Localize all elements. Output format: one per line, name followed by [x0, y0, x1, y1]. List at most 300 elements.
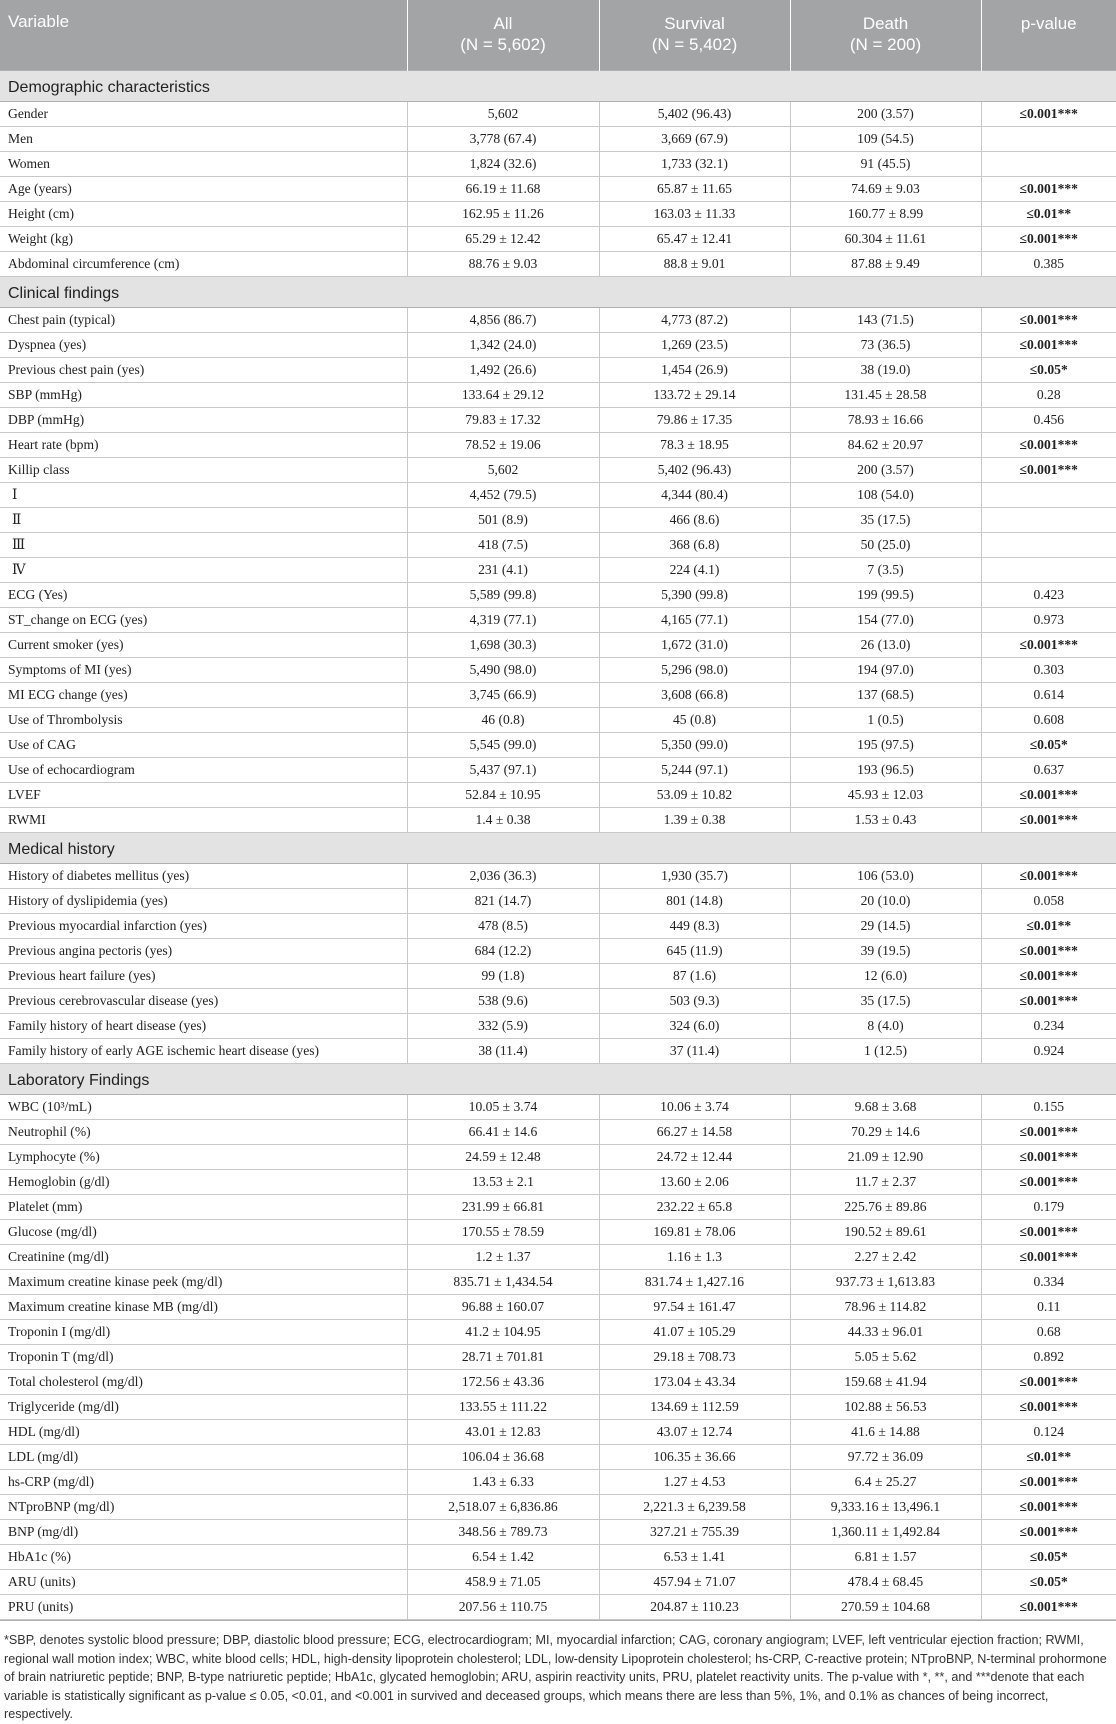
cell-variable: Lymphocyte (%) [0, 1145, 407, 1170]
cell-survival: 65.47 ± 12.41 [599, 227, 790, 252]
cell-all: 1,824 (32.6) [407, 152, 599, 177]
cell-death: 1 (12.5) [790, 1039, 981, 1064]
table-row [0, 683, 1116, 708]
cell-pvalue: ≤0.001*** [981, 1520, 1116, 1545]
cell-all: 5,602 [407, 102, 599, 127]
cell-variable: HDL (mg/dl) [0, 1420, 407, 1445]
table-row [0, 1395, 1116, 1420]
cell-pvalue: ≤0.001*** [981, 964, 1116, 989]
table-row [0, 1120, 1116, 1145]
cell-death: 190.52 ± 89.61 [790, 1220, 981, 1245]
cell-pvalue: ≤0.05* [981, 358, 1116, 383]
cell-all: 88.76 ± 9.03 [407, 252, 599, 277]
cell-all: 418 (7.5) [407, 533, 599, 558]
cell-variable: Platelet (mm) [0, 1195, 407, 1220]
cell-all: 5,437 (97.1) [407, 758, 599, 783]
cell-pvalue: 0.614 [981, 683, 1116, 708]
cell-death: 97.72 ± 36.09 [790, 1445, 981, 1470]
cell-survival: 1.16 ± 1.3 [599, 1245, 790, 1270]
cell-survival: 1,930 (35.7) [599, 864, 790, 889]
cell-pvalue: ≤0.001*** [981, 433, 1116, 458]
cell-all: 684 (12.2) [407, 939, 599, 964]
cell-variable: Neutrophil (%) [0, 1120, 407, 1145]
cell-death: 7 (3.5) [790, 558, 981, 583]
table-row [0, 227, 1116, 252]
cell-variable: Family history of heart disease (yes) [0, 1014, 407, 1039]
cell-all: 79.83 ± 17.32 [407, 408, 599, 433]
cell-survival: 204.87 ± 110.23 [599, 1595, 790, 1620]
table-row [0, 308, 1116, 333]
table-row [0, 1320, 1116, 1345]
cell-survival: 1,269 (23.5) [599, 333, 790, 358]
cell-death: 200 (3.57) [790, 102, 981, 127]
cell-all: 835.71 ± 1,434.54 [407, 1270, 599, 1295]
cell-all: 478 (8.5) [407, 914, 599, 939]
cell-all: 38 (11.4) [407, 1039, 599, 1064]
table-row [0, 608, 1116, 633]
cell-all: 6.54 ± 1.42 [407, 1545, 599, 1570]
cell-pvalue [981, 152, 1116, 177]
cell-pvalue: ≤0.001*** [981, 864, 1116, 889]
table-row [0, 1445, 1116, 1470]
cell-pvalue [981, 508, 1116, 533]
cell-death: 38 (19.0) [790, 358, 981, 383]
cell-all: 13.53 ± 2.1 [407, 1170, 599, 1195]
table-row [0, 989, 1116, 1014]
table-row [0, 1039, 1116, 1064]
cell-variable: SBP (mmHg) [0, 383, 407, 408]
cell-pvalue: 0.303 [981, 658, 1116, 683]
cell-all: 10.05 ± 3.74 [407, 1095, 599, 1120]
cell-death: 78.96 ± 114.82 [790, 1295, 981, 1320]
cell-all: 46 (0.8) [407, 708, 599, 733]
cell-variable: Ⅱ [0, 508, 407, 533]
table-row [0, 252, 1116, 277]
cell-death: 137 (68.5) [790, 683, 981, 708]
cell-survival: 106.35 ± 36.66 [599, 1445, 790, 1470]
cell-variable: MI ECG change (yes) [0, 683, 407, 708]
cell-variable: Dyspnea (yes) [0, 333, 407, 358]
section-row [0, 833, 1116, 864]
table-footnote: *SBP, denotes systolic blood pressure; DBP, diastolic blood pressure; ECG, electrocardiogram; MI, myocardial infarction; CAG, coronary angiogram; LVEF, left ventricular ejection fraction; RWMI, regional wall motion index; WBC, white blood cells; HDL, high-density lipoprotein cholesterol; LDL, low-density Lipoprotein cholesterol; hs-CRP, C-reactive protein; NTproBNP, N-terminal prohormone of brain natriuretic peptide; BNP, B-type natriuretic peptide; HbA1c, glycated hemoglobin; ARU, aspirin reactivity units, PRU, platelet reactivity units. The p-value with *, **, and ***denote that each variable is statistically significant as p-value ≤ 0.05, <0.01, and <0.001 in survived and deceased groups, which means there are less than 5%, 1%, and 0.1% as chances of being incorrect, respectively. [0, 1620, 1116, 1724]
header-death-label: Death [862, 14, 909, 33]
cell-death: 108 (54.0) [790, 483, 981, 508]
table-row [0, 1345, 1116, 1370]
cell-survival: 2,221.3 ± 6,239.58 [599, 1495, 790, 1520]
cell-variable: Use of echocardiogram [0, 758, 407, 783]
cell-survival: 224 (4.1) [599, 558, 790, 583]
cell-death: 195 (97.5) [790, 733, 981, 758]
table-row [0, 733, 1116, 758]
cell-death: 937.73 ± 1,613.83 [790, 1270, 981, 1295]
cell-all: 1.43 ± 6.33 [407, 1470, 599, 1495]
cell-pvalue: ≤0.001*** [981, 783, 1116, 808]
cell-pvalue: ≤0.001*** [981, 989, 1116, 1014]
cell-death: 6.81 ± 1.57 [790, 1545, 981, 1570]
cell-all: 133.55 ± 111.22 [407, 1395, 599, 1420]
table-body [0, 71, 1116, 1620]
cell-survival: 37 (11.4) [599, 1039, 790, 1064]
cell-pvalue: ≤0.001*** [981, 1145, 1116, 1170]
cell-pvalue: ≤0.01** [981, 1445, 1116, 1470]
header-variable: Variable [0, 0, 407, 71]
cell-variable: Symptoms of MI (yes) [0, 658, 407, 683]
cell-pvalue: 0.385 [981, 252, 1116, 277]
cell-pvalue: 0.637 [981, 758, 1116, 783]
cell-death: 91 (45.5) [790, 152, 981, 177]
cell-survival: 173.04 ± 43.34 [599, 1370, 790, 1395]
table-row [0, 1095, 1116, 1120]
cell-death: 225.76 ± 89.86 [790, 1195, 981, 1220]
cell-death: 131.45 ± 28.58 [790, 383, 981, 408]
cell-all: 172.56 ± 43.36 [407, 1370, 599, 1395]
cell-death: 270.59 ± 104.68 [790, 1595, 981, 1620]
cell-pvalue: ≤0.001*** [981, 308, 1116, 333]
cell-pvalue: 0.334 [981, 1270, 1116, 1295]
cell-all: 4,856 (86.7) [407, 308, 599, 333]
cell-variable: Total cholesterol (mg/dl) [0, 1370, 407, 1395]
table-row [0, 458, 1116, 483]
section-title: Laboratory Findings [0, 1064, 1116, 1095]
cell-death: 39 (19.5) [790, 939, 981, 964]
cell-variable: Killip class [0, 458, 407, 483]
cell-variable: PRU (units) [0, 1595, 407, 1620]
table-row [0, 358, 1116, 383]
cell-pvalue: ≤0.001*** [981, 1470, 1116, 1495]
cell-all: 332 (5.9) [407, 1014, 599, 1039]
table-row [0, 864, 1116, 889]
cell-variable: Maximum creatine kinase peek (mg/dl) [0, 1270, 407, 1295]
cell-death: 60.304 ± 11.61 [790, 227, 981, 252]
cell-variable: Troponin T (mg/dl) [0, 1345, 407, 1370]
cell-death: 102.88 ± 56.53 [790, 1395, 981, 1420]
cell-survival: 5,350 (99.0) [599, 733, 790, 758]
cell-survival: 327.21 ± 755.39 [599, 1520, 790, 1545]
cell-all: 162.95 ± 11.26 [407, 202, 599, 227]
cell-survival: 324 (6.0) [599, 1014, 790, 1039]
cell-death: 70.29 ± 14.6 [790, 1120, 981, 1145]
table-row [0, 783, 1116, 808]
cell-pvalue: ≤0.001*** [981, 1170, 1116, 1195]
cell-death: 78.93 ± 16.66 [790, 408, 981, 433]
table-row [0, 1270, 1116, 1295]
cell-variable: Abdominal circumference (cm) [0, 252, 407, 277]
table-row [0, 1595, 1116, 1620]
cell-survival: 3,608 (66.8) [599, 683, 790, 708]
cell-pvalue: ≤0.001*** [981, 633, 1116, 658]
cell-all: 207.56 ± 110.75 [407, 1595, 599, 1620]
cell-death: 143 (71.5) [790, 308, 981, 333]
cell-variable: Weight (kg) [0, 227, 407, 252]
cell-pvalue [981, 127, 1116, 152]
cell-death: 478.4 ± 68.45 [790, 1570, 981, 1595]
cell-pvalue: ≤0.001*** [981, 102, 1116, 127]
cell-survival: 53.09 ± 10.82 [599, 783, 790, 808]
cell-survival: 13.60 ± 2.06 [599, 1170, 790, 1195]
cell-pvalue: 0.179 [981, 1195, 1116, 1220]
cell-pvalue: 0.68 [981, 1320, 1116, 1345]
section-row [0, 1064, 1116, 1095]
cell-survival: 5,402 (96.43) [599, 458, 790, 483]
cell-death: 84.62 ± 20.97 [790, 433, 981, 458]
cell-all: 3,778 (67.4) [407, 127, 599, 152]
cell-survival: 6.53 ± 1.41 [599, 1545, 790, 1570]
cell-death: 1,360.11 ± 1,492.84 [790, 1520, 981, 1545]
cell-all: 1.2 ± 1.37 [407, 1245, 599, 1270]
cell-all: 52.84 ± 10.95 [407, 783, 599, 808]
cell-death: 6.4 ± 25.27 [790, 1470, 981, 1495]
cell-death: 73 (36.5) [790, 333, 981, 358]
cell-all: 1.4 ± 0.38 [407, 808, 599, 833]
table-row [0, 152, 1116, 177]
cell-death: 11.7 ± 2.37 [790, 1170, 981, 1195]
cell-pvalue: ≤0.001*** [981, 1245, 1116, 1270]
table-row [0, 1295, 1116, 1320]
cell-pvalue: ≤0.05* [981, 1545, 1116, 1570]
cell-variable: Men [0, 127, 407, 152]
table-row [0, 1145, 1116, 1170]
cell-variable: hs-CRP (mg/dl) [0, 1470, 407, 1495]
table-header [0, 0, 1116, 71]
cell-death: 199 (99.5) [790, 583, 981, 608]
cell-survival: 4,773 (87.2) [599, 308, 790, 333]
cell-variable: RWMI [0, 808, 407, 833]
cell-variable: Ⅲ [0, 533, 407, 558]
cell-variable: ECG (Yes) [0, 583, 407, 608]
cell-all: 106.04 ± 36.68 [407, 1445, 599, 1470]
cell-survival: 45 (0.8) [599, 708, 790, 733]
cell-variable: Previous heart failure (yes) [0, 964, 407, 989]
cell-all: 538 (9.6) [407, 989, 599, 1014]
cell-death: 109 (54.5) [790, 127, 981, 152]
cell-survival: 163.03 ± 11.33 [599, 202, 790, 227]
cell-pvalue: ≤0.001*** [981, 1495, 1116, 1520]
cell-death: 20 (10.0) [790, 889, 981, 914]
cell-survival: 29.18 ± 708.73 [599, 1345, 790, 1370]
cell-variable: Creatinine (mg/dl) [0, 1245, 407, 1270]
cell-pvalue: 0.058 [981, 889, 1116, 914]
cell-all: 231 (4.1) [407, 558, 599, 583]
cell-death: 200 (3.57) [790, 458, 981, 483]
cell-variable: Previous cerebrovascular disease (yes) [0, 989, 407, 1014]
cell-death: 35 (17.5) [790, 989, 981, 1014]
cell-pvalue: ≤0.001*** [981, 808, 1116, 833]
cell-variable: Ⅳ [0, 558, 407, 583]
cell-variable: WBC (10³/mL) [0, 1095, 407, 1120]
table-row [0, 1520, 1116, 1545]
cell-death: 8 (4.0) [790, 1014, 981, 1039]
cell-survival: 1,672 (31.0) [599, 633, 790, 658]
table-row [0, 583, 1116, 608]
cell-all: 24.59 ± 12.48 [407, 1145, 599, 1170]
header-survival-n: (N = 5,402) [651, 35, 738, 54]
cell-variable: Current smoker (yes) [0, 633, 407, 658]
table-row [0, 127, 1116, 152]
header-all [407, 0, 599, 71]
cell-variable: Use of CAG [0, 733, 407, 758]
cell-death: 160.77 ± 8.99 [790, 202, 981, 227]
cell-all: 133.64 ± 29.12 [407, 383, 599, 408]
table-row [0, 533, 1116, 558]
cell-survival: 10.06 ± 3.74 [599, 1095, 790, 1120]
cell-all: 3,745 (66.9) [407, 683, 599, 708]
cell-all: 2,518.07 ± 6,836.86 [407, 1495, 599, 1520]
header-pvalue: p-value [981, 0, 1116, 71]
cell-pvalue: 0.924 [981, 1039, 1116, 1064]
cell-pvalue: ≤0.001*** [981, 227, 1116, 252]
table-row [0, 202, 1116, 227]
table-row [0, 808, 1116, 833]
cell-pvalue: 0.456 [981, 408, 1116, 433]
table-row [0, 433, 1116, 458]
cell-variable: Height (cm) [0, 202, 407, 227]
cell-variable: Women [0, 152, 407, 177]
cell-all: 5,490 (98.0) [407, 658, 599, 683]
cell-all: 1,492 (26.6) [407, 358, 599, 383]
cell-death: 1 (0.5) [790, 708, 981, 733]
cell-pvalue [981, 558, 1116, 583]
cell-variable: Previous myocardial infarction (yes) [0, 914, 407, 939]
table-row [0, 508, 1116, 533]
cell-survival: 24.72 ± 12.44 [599, 1145, 790, 1170]
table-row [0, 1170, 1116, 1195]
cell-death: 194 (97.0) [790, 658, 981, 683]
header-all-label: All [493, 14, 513, 33]
cell-pvalue: 0.423 [981, 583, 1116, 608]
table-row [0, 889, 1116, 914]
cell-pvalue: ≤0.01** [981, 914, 1116, 939]
cell-survival: 79.86 ± 17.35 [599, 408, 790, 433]
cell-survival: 1.27 ± 4.53 [599, 1470, 790, 1495]
cell-variable: Hemoglobin (g/dl) [0, 1170, 407, 1195]
cell-all: 458.9 ± 71.05 [407, 1570, 599, 1595]
table-row [0, 708, 1116, 733]
cell-all: 28.71 ± 701.81 [407, 1345, 599, 1370]
table-row [0, 1545, 1116, 1570]
cell-survival: 5,244 (97.1) [599, 758, 790, 783]
table-row [0, 914, 1116, 939]
cell-pvalue: 0.234 [981, 1014, 1116, 1039]
cell-all: 99 (1.8) [407, 964, 599, 989]
cell-survival: 457.94 ± 71.07 [599, 1570, 790, 1595]
cell-variable: Age (years) [0, 177, 407, 202]
cell-variable: Maximum creatine kinase MB (mg/dl) [0, 1295, 407, 1320]
cell-pvalue: 0.11 [981, 1295, 1116, 1320]
cell-death: 35 (17.5) [790, 508, 981, 533]
table-row [0, 1570, 1116, 1595]
cell-pvalue: ≤0.001*** [981, 939, 1116, 964]
header-survival [599, 0, 790, 71]
cell-variable: History of diabetes mellitus (yes) [0, 864, 407, 889]
cell-variable: Glucose (mg/dl) [0, 1220, 407, 1245]
cell-survival: 232.22 ± 65.8 [599, 1195, 790, 1220]
cell-death: 9.68 ± 3.68 [790, 1095, 981, 1120]
cell-survival: 368 (6.8) [599, 533, 790, 558]
cell-variable: BNP (mg/dl) [0, 1520, 407, 1545]
cell-pvalue: ≤0.001*** [981, 333, 1116, 358]
cell-death: 154 (77.0) [790, 608, 981, 633]
table-row [0, 1370, 1116, 1395]
cell-survival: 87 (1.6) [599, 964, 790, 989]
cell-variable: History of dyslipidemia (yes) [0, 889, 407, 914]
cell-variable: Troponin I (mg/dl) [0, 1320, 407, 1345]
table-row [0, 1470, 1116, 1495]
section-title: Demographic characteristics [0, 71, 1116, 102]
cell-survival: 503 (9.3) [599, 989, 790, 1014]
table-row [0, 658, 1116, 683]
cell-death: 2.27 ± 2.42 [790, 1245, 981, 1270]
table-row [0, 1245, 1116, 1270]
cell-pvalue: ≤0.001*** [981, 1395, 1116, 1420]
cell-all: 348.56 ± 789.73 [407, 1520, 599, 1545]
cell-pvalue: ≤0.001*** [981, 1595, 1116, 1620]
cell-pvalue: 0.155 [981, 1095, 1116, 1120]
section-title: Clinical findings [0, 277, 1116, 308]
table-row [0, 1014, 1116, 1039]
cell-survival: 133.72 ± 29.14 [599, 383, 790, 408]
table-row [0, 408, 1116, 433]
cell-death: 159.68 ± 41.94 [790, 1370, 981, 1395]
table-row [0, 483, 1116, 508]
cell-all: 96.88 ± 160.07 [407, 1295, 599, 1320]
table-row [0, 633, 1116, 658]
cell-pvalue: ≤0.001*** [981, 177, 1116, 202]
cell-survival: 1.39 ± 0.38 [599, 808, 790, 833]
cell-survival: 5,390 (99.8) [599, 583, 790, 608]
cell-all: 4,319 (77.1) [407, 608, 599, 633]
cell-death: 5.05 ± 5.62 [790, 1345, 981, 1370]
cell-survival: 78.3 ± 18.95 [599, 433, 790, 458]
cell-variable: Heart rate (bpm) [0, 433, 407, 458]
cell-pvalue: ≤0.05* [981, 1570, 1116, 1595]
cell-death: 1.53 ± 0.43 [790, 808, 981, 833]
cell-all: 66.41 ± 14.6 [407, 1120, 599, 1145]
cell-variable: Previous angina pectoris (yes) [0, 939, 407, 964]
cell-variable: DBP (mmHg) [0, 408, 407, 433]
cell-pvalue: 0.973 [981, 608, 1116, 633]
cell-death: 12 (6.0) [790, 964, 981, 989]
cell-survival: 466 (8.6) [599, 508, 790, 533]
cell-death: 87.88 ± 9.49 [790, 252, 981, 277]
cell-pvalue [981, 483, 1116, 508]
table-row [0, 333, 1116, 358]
table-row [0, 558, 1116, 583]
header-survival-label: Survival [664, 14, 725, 33]
cell-variable: Ⅰ [0, 483, 407, 508]
cell-pvalue: 0.28 [981, 383, 1116, 408]
cell-variable: Chest pain (typical) [0, 308, 407, 333]
header-all-n: (N = 5,602) [460, 35, 546, 54]
cell-all: 5,589 (99.8) [407, 583, 599, 608]
cell-all: 66.19 ± 11.68 [407, 177, 599, 202]
cell-survival: 1,733 (32.1) [599, 152, 790, 177]
cell-variable: LDL (mg/dl) [0, 1445, 407, 1470]
header-death [790, 0, 981, 71]
cell-variable: Gender [0, 102, 407, 127]
table-row [0, 939, 1116, 964]
header-death-n: (N = 200) [849, 35, 922, 54]
cell-variable: Previous chest pain (yes) [0, 358, 407, 383]
cell-death: 26 (13.0) [790, 633, 981, 658]
cell-pvalue: ≤0.001*** [981, 1370, 1116, 1395]
cell-pvalue: ≤0.01** [981, 202, 1116, 227]
cell-death: 106 (53.0) [790, 864, 981, 889]
cell-pvalue: 0.608 [981, 708, 1116, 733]
cell-all: 5,545 (99.0) [407, 733, 599, 758]
cell-all: 501 (8.9) [407, 508, 599, 533]
cell-death: 41.6 ± 14.88 [790, 1420, 981, 1445]
cell-survival: 449 (8.3) [599, 914, 790, 939]
